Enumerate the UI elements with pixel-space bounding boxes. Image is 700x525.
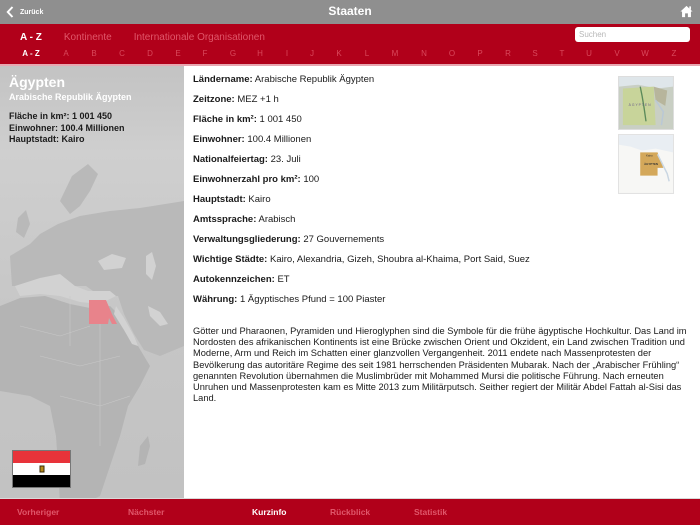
fact-row bbox=[193, 234, 530, 254]
svg-text:Kairo: Kairo bbox=[646, 153, 653, 158]
tab-rueckblick[interactable]: Rückblick bbox=[330, 507, 371, 517]
flag-stripe-black bbox=[13, 475, 70, 487]
letter-k[interactable]: K bbox=[336, 49, 342, 58]
physical-map-thumbnail[interactable] bbox=[618, 76, 674, 130]
fact-label: Amtssprache: bbox=[193, 214, 257, 225]
letter-i[interactable]: I bbox=[285, 49, 289, 58]
fact-row bbox=[193, 274, 530, 294]
tab-bar bbox=[20, 28, 265, 46]
previous-button[interactable]: Vorheriger bbox=[17, 507, 60, 517]
fact-value: Arabisch bbox=[258, 214, 296, 225]
fact-row bbox=[193, 74, 530, 94]
fact-value: Kairo, Alexandria, Gizeh, Shoubra al-Khaima, Port Said, Suez bbox=[269, 254, 530, 265]
home-icon[interactable] bbox=[680, 5, 693, 18]
fact-label: Nationalfeiertag: bbox=[193, 154, 268, 165]
fact-label: Autokennzeichen: bbox=[193, 274, 275, 285]
flag-stripe-white bbox=[13, 463, 70, 475]
letter-w[interactable]: W bbox=[641, 49, 649, 58]
fact-value: 100.4 Millionen bbox=[247, 134, 312, 145]
flag-stripe-red bbox=[13, 451, 70, 463]
svg-text:ÄGYPTEN: ÄGYPTEN bbox=[628, 102, 652, 107]
fact-label: Verwaltungsgliederung: bbox=[193, 234, 301, 245]
sidebar-fact-capital: Hauptstadt: Kairo bbox=[9, 134, 85, 144]
back-label: Zurück bbox=[20, 8, 44, 16]
fact-label: Einwohner: bbox=[193, 134, 245, 145]
letter-o[interactable]: O bbox=[448, 49, 456, 58]
letter-p[interactable]: P bbox=[477, 49, 483, 58]
locator-map bbox=[0, 146, 184, 498]
search-input[interactable] bbox=[575, 27, 690, 42]
fact-row bbox=[193, 214, 530, 234]
tab-internationale-organisationen[interactable]: Internationale Organisationen bbox=[133, 31, 265, 43]
top-bar bbox=[0, 0, 700, 24]
letter-z[interactable]: Z bbox=[671, 49, 677, 58]
letter-l[interactable]: L bbox=[364, 49, 370, 58]
fact-row bbox=[193, 154, 530, 174]
tab-a-z[interactable]: A - Z bbox=[20, 31, 42, 43]
fact-row bbox=[193, 94, 530, 114]
next-button[interactable]: Nächster bbox=[128, 507, 165, 517]
fact-label: Einwohnerzahl pro km²: bbox=[193, 174, 301, 185]
letter-h[interactable]: H bbox=[257, 49, 263, 58]
fact-label: Wichtige Städte: bbox=[193, 254, 268, 265]
page-title: Staaten bbox=[328, 4, 372, 18]
fact-value: ET bbox=[277, 274, 290, 285]
fact-row bbox=[193, 174, 530, 194]
tab-kontinente[interactable]: Kontinente bbox=[63, 31, 112, 43]
letter-a[interactable]: A bbox=[63, 49, 69, 58]
letter-f[interactable]: F bbox=[202, 49, 208, 58]
letter-s[interactable]: S bbox=[532, 49, 538, 58]
letter-all[interactable]: A - Z bbox=[22, 49, 40, 58]
letter-u[interactable]: U bbox=[586, 49, 592, 58]
fact-row bbox=[193, 254, 530, 274]
fact-label: Währung: bbox=[193, 294, 238, 305]
sidebar-fact-population: Einwohner: 100.4 Millionen bbox=[9, 122, 125, 133]
fact-label: Ländername: bbox=[193, 74, 253, 85]
country-name: Ägypten bbox=[9, 74, 65, 90]
country-flag[interactable] bbox=[12, 450, 71, 488]
tab-kurzinfo[interactable]: Kurzinfo bbox=[252, 507, 287, 517]
country-official-name: Arabische Republik Ägypten bbox=[9, 92, 132, 102]
fact-value: 23. Juli bbox=[270, 154, 301, 165]
fact-value: 27 Gouvernements bbox=[303, 234, 385, 245]
fact-value: Kairo bbox=[248, 194, 271, 205]
fact-value: 100 bbox=[303, 174, 320, 185]
fact-value: 1 Ägyptisches Pfund = 100 Piaster bbox=[239, 294, 386, 305]
country-description: Götter und Pharaonen, Pyramiden und Hieroglyphen sind die Symbole für die frühe ägyptische Hochkultur. Das Land im Nordosten des afrikanischen Kontinents ist eine Brücke zwischen Orient und Okzident, ein Land zwischen Tradition und Moderne, Arm und Reich im Schatten einer glanzvollen Vergangenheit. 2011 endete nach Massenprotesten der Bevölkerung das autoritäre Regime des seit 1981 herrschenden Präsidenten Mubarak. Nach der „Arabischer Frühling“ genannten Revolution übernahmen die Muslimbrüder mit Mohammed Mursi die politische Führung. Nach erneuten Unruhen und Massenprotesten kam es Mitte 2013 zum Militärputsch. Seither regiert der Militär Abdel Fattah al-Sisi das Land. bbox=[193, 326, 687, 404]
letter-b[interactable]: B bbox=[91, 49, 97, 58]
fact-row bbox=[193, 294, 530, 314]
letter-n[interactable]: N bbox=[421, 49, 427, 58]
fact-label: Fläche in km²: bbox=[193, 114, 257, 125]
sidebar-fact-area: Fläche in km²: 1 001 450 bbox=[9, 111, 113, 121]
fact-row bbox=[193, 114, 530, 134]
letter-v[interactable]: V bbox=[614, 49, 620, 58]
tab-statistik[interactable]: Statistik bbox=[414, 507, 448, 517]
letter-index bbox=[0, 47, 700, 63]
fact-value: 1 001 450 bbox=[259, 114, 302, 125]
country-sidebar bbox=[0, 64, 184, 498]
country-details bbox=[184, 64, 700, 498]
letter-g[interactable]: G bbox=[229, 49, 237, 58]
eagle-emblem-icon bbox=[39, 465, 44, 472]
letter-t[interactable]: T bbox=[559, 49, 565, 58]
navigation-bar bbox=[0, 24, 700, 64]
svg-text:ÄGYPTEN: ÄGYPTEN bbox=[644, 161, 658, 166]
letter-e[interactable]: E bbox=[175, 49, 181, 58]
letter-d[interactable]: D bbox=[147, 49, 153, 58]
bottom-bar bbox=[0, 498, 700, 525]
letter-c[interactable]: C bbox=[119, 49, 125, 58]
political-map-thumbnail[interactable] bbox=[618, 134, 674, 194]
fact-label: Zeitzone: bbox=[193, 94, 235, 105]
fact-list bbox=[193, 74, 530, 314]
fact-label: Hauptstadt: bbox=[193, 194, 246, 205]
fact-row bbox=[193, 134, 530, 154]
fact-value: Arabische Republik Ägypten bbox=[254, 74, 375, 85]
letter-j[interactable]: J bbox=[310, 49, 314, 58]
fact-row bbox=[193, 194, 530, 214]
letter-m[interactable]: M bbox=[391, 49, 399, 58]
sidebar-facts bbox=[9, 111, 125, 146]
fact-value: MEZ +1 h bbox=[237, 94, 279, 105]
letter-r[interactable]: R bbox=[505, 49, 511, 58]
